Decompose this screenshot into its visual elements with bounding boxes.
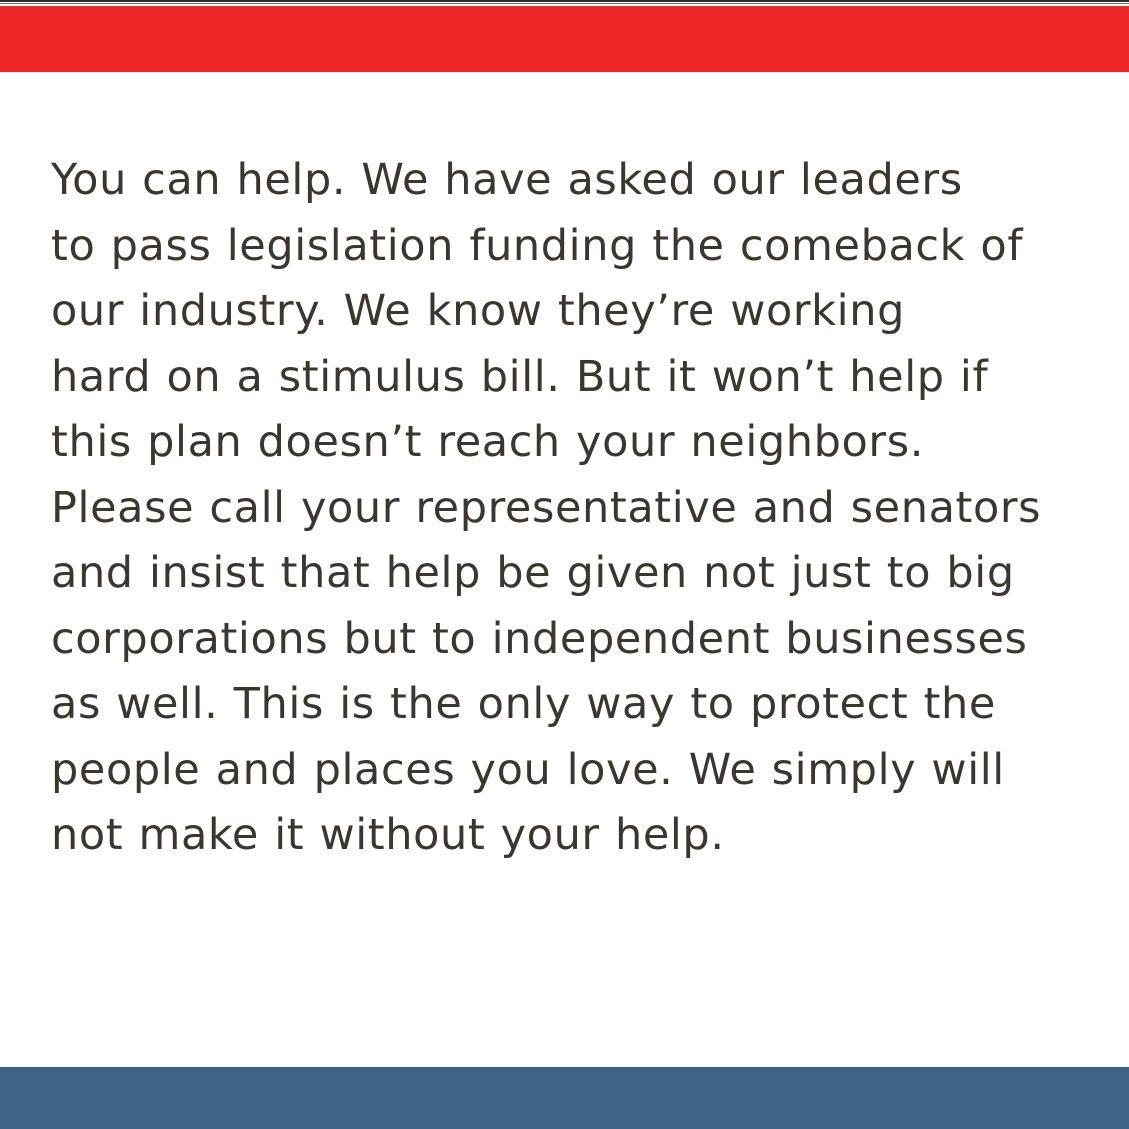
message-line: and insist that help be given not just to big <box>51 548 1015 598</box>
message-line: this plan doesn’t reach your neighbors. <box>51 417 924 467</box>
message-line: our industry. We know they’re working <box>51 286 905 336</box>
message-line: people and places you love. We simply will <box>51 744 1005 795</box>
message-line: to pass legislation funding the comeback of <box>51 220 1024 271</box>
message-line: not make it without your help. <box>51 810 725 860</box>
message-line: Please call your representative and senators <box>51 482 1042 533</box>
message-text <box>51 148 1111 869</box>
bottom-blue-band <box>0 1067 1129 1129</box>
message-line: hard on a stimulus bill. But it won’t help if <box>51 351 989 402</box>
message-line: You can help. We have asked our leaders <box>51 155 963 205</box>
top-red-band <box>0 6 1129 72</box>
top-rule <box>0 0 1129 4</box>
message-line: as well. This is the only way to protect the <box>51 679 996 729</box>
message-line: corporations but to independent businesses <box>51 613 1028 664</box>
